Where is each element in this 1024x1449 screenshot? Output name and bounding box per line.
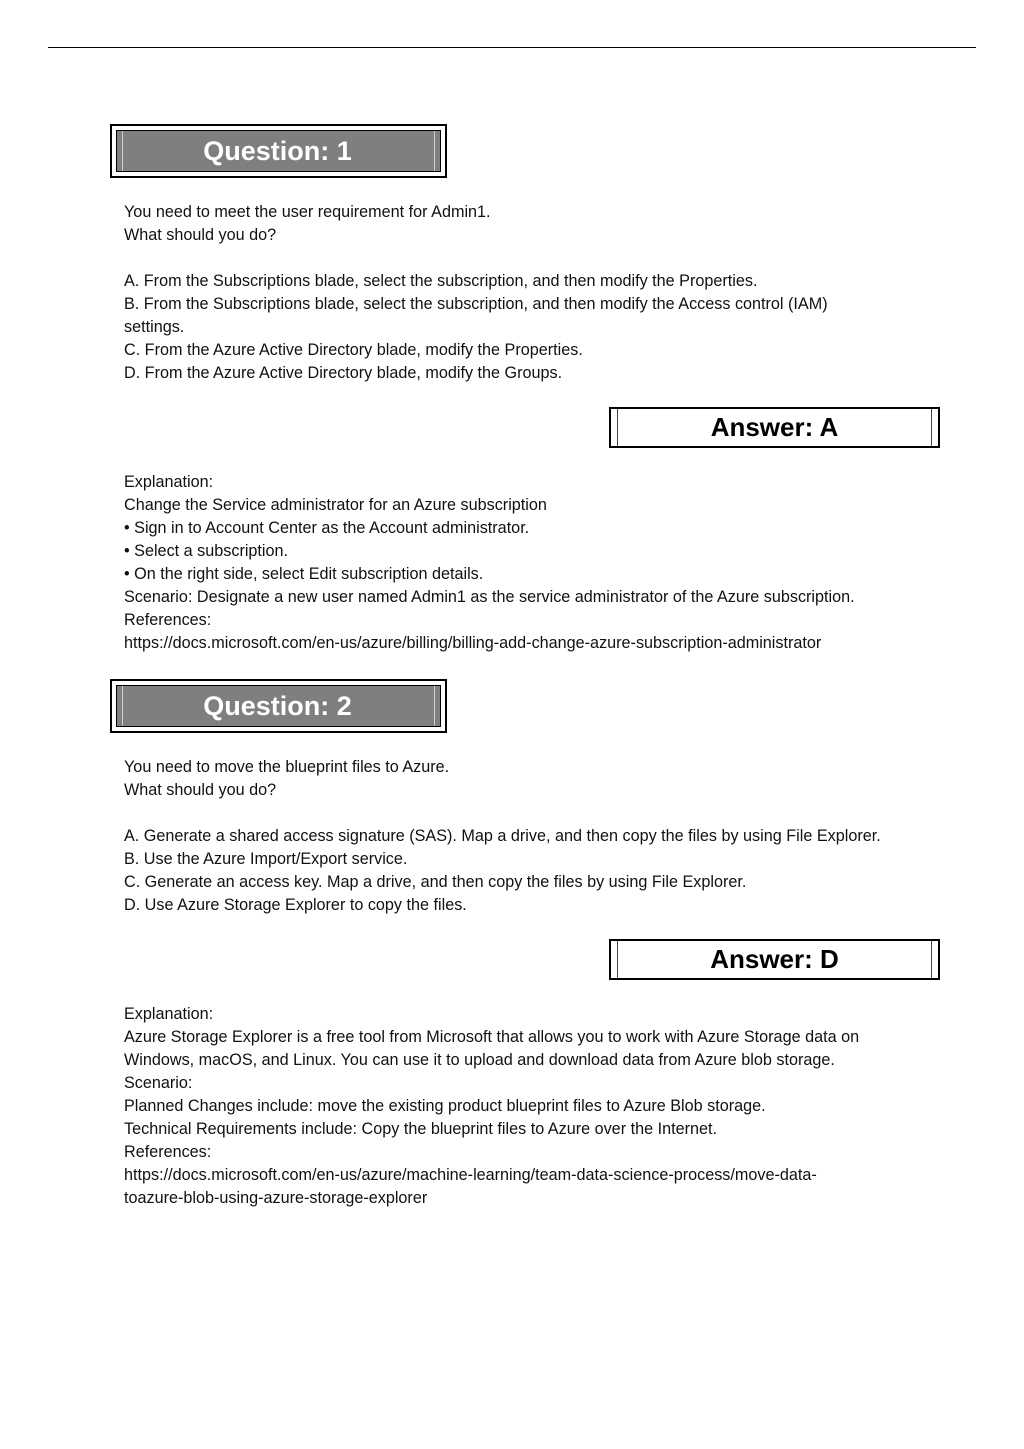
question-2-answer-box <box>609 939 940 980</box>
question-2-explanation-line: Scenario: <box>124 1074 193 1092</box>
question-2-explanation-line: Planned Changes include: move the existing product blueprint files to Azure Blob storage. <box>124 1097 766 1115</box>
question-1-answer-box <box>609 407 940 448</box>
question-2-reference-url: https://docs.microsoft.com/en-us/azure/machine-learning/team-data-science-process/move-data- <box>124 1166 817 1184</box>
question-1-heading-box <box>110 124 447 178</box>
question-2-explanation-line: Technical Requirements include: Copy the blueprint files to Azure over the Internet. <box>124 1120 717 1138</box>
question-1-explanation-line: • Select a subscription. <box>124 542 289 560</box>
header-rule <box>48 47 976 48</box>
question-1-explanation-line: References: <box>124 611 212 629</box>
question-1-stem-line: You need to meet the user requirement for Admin1. <box>124 203 491 221</box>
question-1-option: B. From the Subscriptions blade, select the subscription, and then modify the Access control (IAM) <box>124 295 828 313</box>
question-2-stem-line: You need to move the blueprint files to Azure. <box>124 758 450 776</box>
question-2-option: D. Use Azure Storage Explorer to copy the files. <box>124 896 467 914</box>
question-1-stem-line: What should you do? <box>124 226 277 244</box>
question-2-reference-url-continued: toazure-blob-using-azure-storage-explorer <box>124 1189 428 1207</box>
question-2-explanation-line: Windows, macOS, and Linux. You can use it to upload and download data from Azure blob storage. <box>124 1051 835 1069</box>
question-2-heading: Question: 2 <box>203 690 352 721</box>
question-1-explanation-line: Explanation: <box>124 473 214 491</box>
question-1-heading: Question: 1 <box>203 135 352 166</box>
question-1-answer: Answer: A <box>710 412 839 442</box>
question-1-explanation-line: • Sign in to Account Center as the Account administrator. <box>124 519 530 537</box>
question-2-stem-line: What should you do? <box>124 781 277 799</box>
question-2-option: B. Use the Azure Import/Export service. <box>124 850 408 868</box>
question-2-heading-box <box>110 679 447 733</box>
question-2-answer: Answer: D <box>710 944 839 974</box>
question-1-option: A. From the Subscriptions blade, select the subscription, and then modify the Properties. <box>124 272 758 290</box>
question-1-reference-url: https://docs.microsoft.com/en-us/azure/billing/billing-add-change-azure-subscription-administrator <box>124 634 822 652</box>
question-2-option: A. Generate a shared access signature (SAS). Map a drive, and then copy the files by using File Explorer. <box>124 827 881 845</box>
question-2-option: C. Generate an access key. Map a drive, and then copy the files by using File Explorer. <box>124 873 747 891</box>
question-2-explanation-line: References: <box>124 1143 212 1161</box>
question-1-option: D. From the Azure Active Directory blade, modify the Groups. <box>124 364 563 382</box>
question-1-explanation-line: Change the Service administrator for an Azure subscription <box>124 496 547 514</box>
question-2-explanation-line: Explanation: <box>124 1005 214 1023</box>
question-1-explanation-line: Scenario: Designate a new user named Admin1 as the service administrator of the Azure subscription. <box>124 588 855 606</box>
question-2-explanation-line: Azure Storage Explorer is a free tool from Microsoft that allows you to work with Azure Storage data on <box>124 1028 860 1046</box>
question-1-option: C. From the Azure Active Directory blade, modify the Properties. <box>124 341 583 359</box>
question-1-option-continued: settings. <box>124 318 185 336</box>
question-1-explanation-line: • On the right side, select Edit subscription details. <box>124 565 484 583</box>
